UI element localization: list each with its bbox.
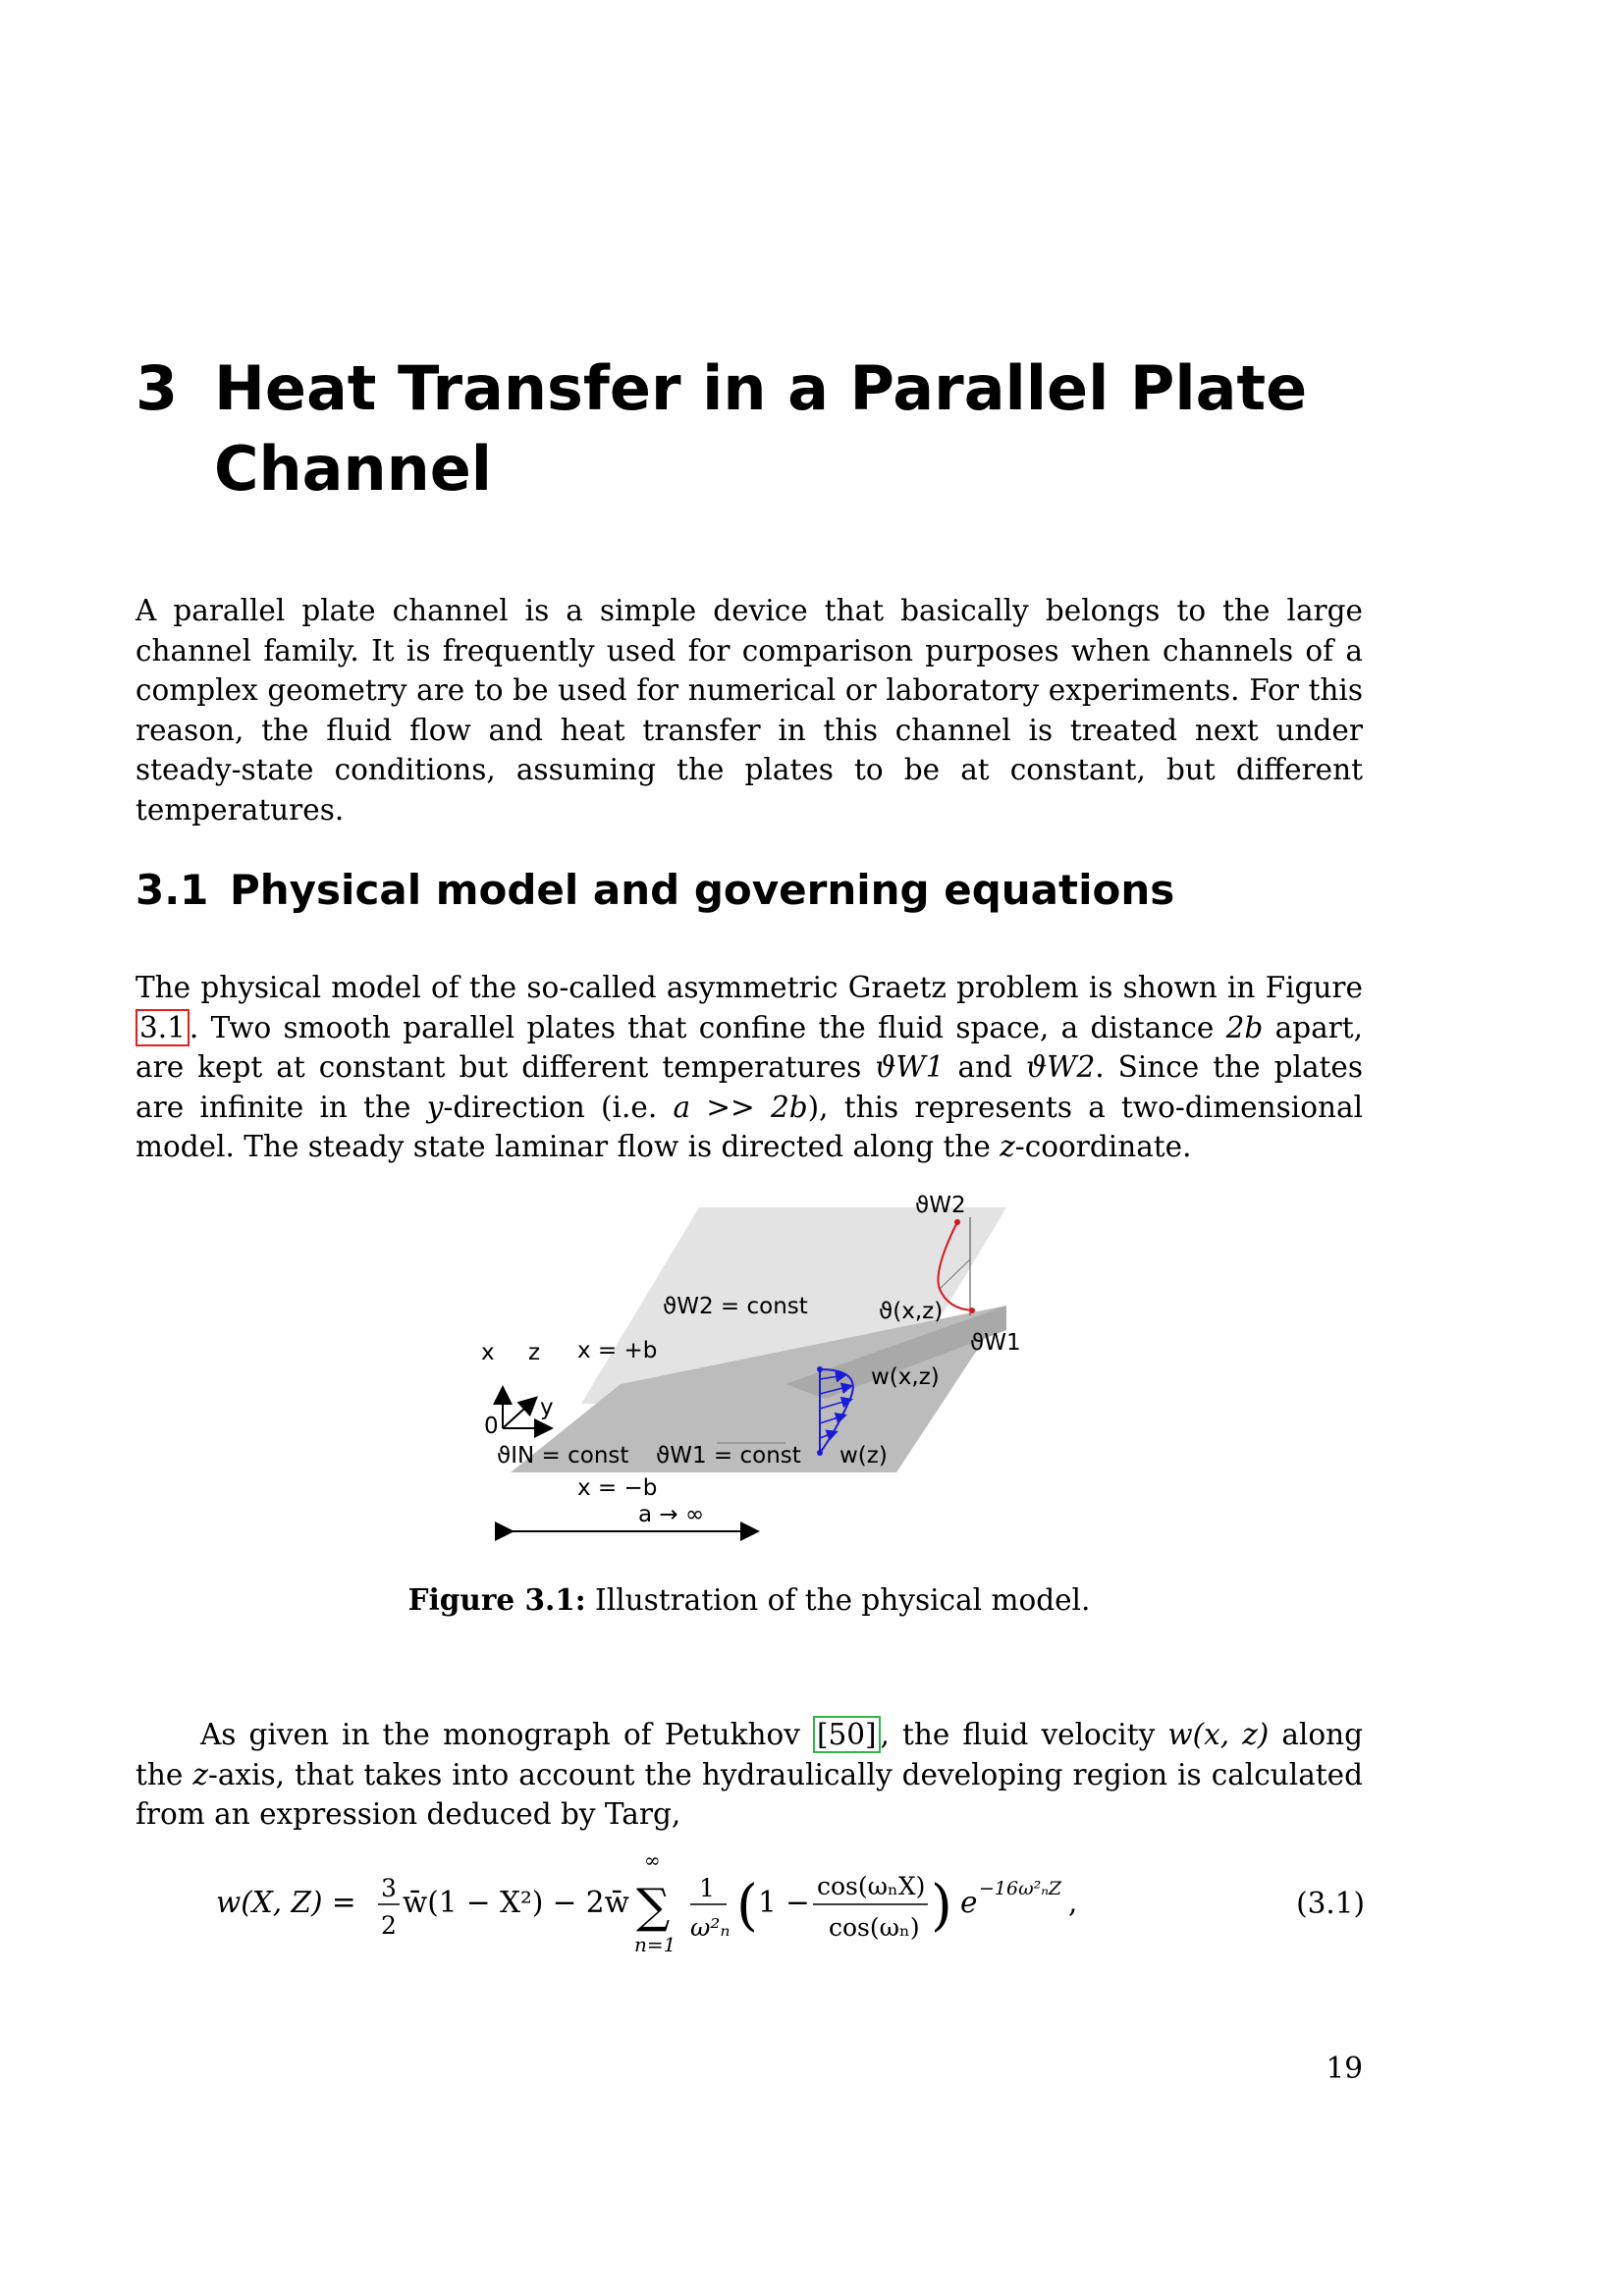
label-x-minus-b: x = −b xyxy=(577,1475,658,1501)
section-title: Physical model and governing equations xyxy=(230,866,1175,914)
eq-frac-den: 2 xyxy=(381,1911,397,1940)
label-axis-y: y xyxy=(540,1395,554,1420)
eq-frac-num: 3 xyxy=(381,1874,397,1902)
eq-comma: , xyxy=(1068,1886,1078,1919)
z-axis-math: z xyxy=(192,1757,208,1791)
velocity-text-1: As given in the monograph of Petukhov xyxy=(200,1718,813,1751)
velocity-text-4: -axis, that takes into account the hydraulically developing region is calculated from an expression deduced by Targ, xyxy=(135,1757,1363,1831)
eq-sum-sub: n=1 xyxy=(634,1933,677,1956)
eq-sum-sup: ∞ xyxy=(644,1848,661,1872)
condition-math: a >> 2b xyxy=(673,1090,808,1124)
caption-label: Figure 3.1: xyxy=(407,1582,586,1617)
axis-z-arrow xyxy=(503,1399,535,1428)
label-w-bar-z: w(z) xyxy=(839,1443,888,1468)
model-text-5: . Since the plates are infinite in the xyxy=(135,1050,1363,1124)
model-text-8: -coordinate. xyxy=(1014,1130,1192,1163)
label-origin: 0 xyxy=(484,1414,499,1439)
y-coordinate-math: y xyxy=(426,1090,444,1124)
model-text-3: apart, are kept at constant but different temperatures xyxy=(135,1010,1363,1084)
label-w-xz: w(x,z) xyxy=(871,1364,940,1390)
eq-frac3-den: cos(ωₙ) xyxy=(829,1913,920,1942)
figure-caption xyxy=(135,1580,1363,1620)
label-a-inf: a → ∞ xyxy=(638,1502,705,1527)
theta-w2-math: ϑW2 xyxy=(1026,1050,1096,1084)
eq-paren-left: ( xyxy=(736,1874,758,1938)
eq-one-minus: 1 − xyxy=(758,1886,810,1919)
z-coordinate-math: z xyxy=(1000,1130,1015,1163)
model-paragraph xyxy=(135,968,1363,1167)
label-theta-w2-const: ϑW2 = const xyxy=(663,1294,808,1319)
velocity-point-bottom xyxy=(817,1450,823,1456)
equation-formula xyxy=(206,1845,1188,1963)
eq-term1: w̄(1 − X²) − 2w̄ xyxy=(403,1886,629,1919)
velocity-text-3: along the xyxy=(135,1718,1363,1791)
distance-math: 2b xyxy=(1225,1010,1264,1044)
label-theta-w1-right: ϑW1 xyxy=(970,1330,1021,1356)
temperature-point-top xyxy=(954,1219,960,1225)
theta-w1-math: ϑW1 xyxy=(875,1050,945,1084)
eq-frac2-num: 1 xyxy=(699,1874,715,1902)
model-text-2: . Two smooth parallel plates that confine the fluid space, a distance xyxy=(189,1010,1226,1044)
model-text-7: ), this represents a two-dimensional model. The steady state laminar flow is directed along the xyxy=(135,1090,1364,1163)
velocity-text-2: , the fluid velocity xyxy=(880,1718,1168,1751)
model-text-6: -direction (i.e. xyxy=(443,1090,674,1124)
eq-sum-symbol: ∑ xyxy=(636,1879,671,1934)
page-number: 19 xyxy=(1326,2052,1363,2085)
model-text-4: and xyxy=(944,1050,1027,1084)
citation-link[interactable]: [50] xyxy=(813,1716,881,1753)
eq-frac3-num: cos(ωₙX) xyxy=(817,1872,926,1900)
wxz-math: w(x, z) xyxy=(1167,1718,1270,1751)
label-axis-z: z xyxy=(528,1340,541,1365)
velocity-point-top xyxy=(817,1366,823,1372)
velocity-paragraph xyxy=(135,1715,1363,1835)
chapter-title: Heat Transfer in a Parallel Plate Channel xyxy=(214,352,1308,505)
temperature-point-bottom xyxy=(969,1308,975,1313)
eq-lhs: w(X, Z) = xyxy=(216,1886,356,1919)
model-text-1: The physical model of the so-called asymmetric Graetz problem is shown in Figure xyxy=(135,971,1363,1004)
label-theta-w2-top: ϑW2 xyxy=(915,1193,966,1218)
equation-3-1 xyxy=(206,1845,1365,1963)
eq-paren-right: ) xyxy=(931,1874,952,1938)
label-x-plus-b: x = +b xyxy=(577,1338,658,1363)
label-axis-x: x xyxy=(481,1340,495,1365)
label-theta-in-const: ϑIN = const xyxy=(497,1443,629,1468)
intro-paragraph: A parallel plate channel is a simple device that basically belongs to the large channel family. It is frequently used for comparison purposes when channels of a complex geometry are to be used for numerical or laboratory experiments. For this reason, the fluid flow and heat transfer in this channel is treated next under steady-state conditions, assuming the plates to be at constant, but different temperatures. xyxy=(135,594,1363,827)
label-theta-w1-const: ϑW1 = const xyxy=(656,1443,801,1468)
caption-text: Illustration of the physical model. xyxy=(585,1583,1091,1617)
eq-exp-base: e xyxy=(960,1886,978,1919)
physical-model-figure xyxy=(471,1193,1041,1556)
eq-exp-sup: −16ω²ₙZ xyxy=(979,1878,1062,1899)
chapter-number: 3 xyxy=(135,352,179,424)
equation-number: (3.1) xyxy=(1296,1887,1365,1920)
label-theta-xz: ϑ(x,z) xyxy=(879,1299,944,1324)
figure-reference-link[interactable]: 3.1 xyxy=(135,1009,189,1046)
figure-diagram xyxy=(471,1193,1041,1556)
section-number: 3.1 xyxy=(135,866,209,914)
eq-frac2-den: ω²ₙ xyxy=(690,1913,731,1942)
